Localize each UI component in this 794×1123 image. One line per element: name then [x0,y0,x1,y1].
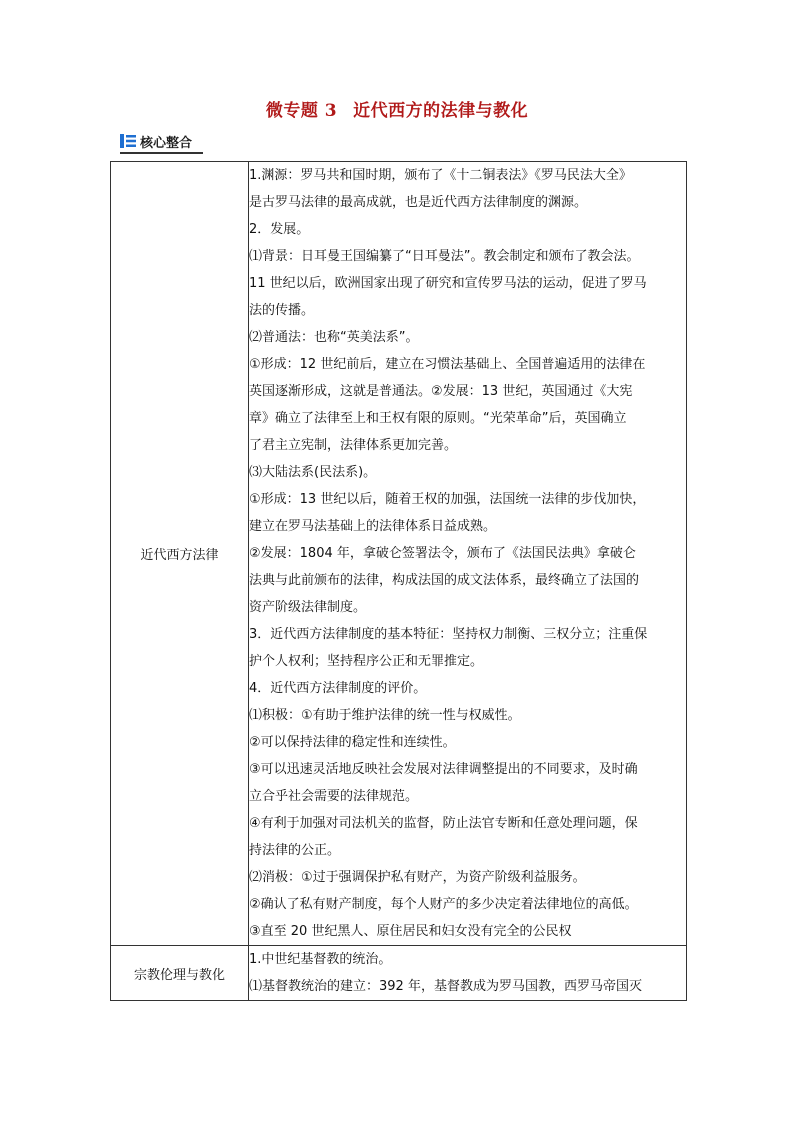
content-line: ②可以保持法律的稳定性和连续性。 [249,735,456,750]
content-line: 4．近代西方法律制度的评价。 [249,681,427,696]
section-header [120,130,203,154]
row-content [249,946,687,1001]
content-line: ②确认了私有财产制度，每个人财产的多少决定着法律地位的高低。 [249,897,638,912]
content-line: 是古罗马法律的最高成就，也是近代西方法律制度的渊源。 [249,195,588,210]
content-line: ③可以迅速灵活地反映社会发展对法律调整提出的不同要求，及时确 [249,762,638,777]
table-row [111,946,687,1001]
table-row [111,162,687,946]
content-line: ⑴积极：①有助于维护法律的统一性与权威性。 [249,708,521,723]
content-line: ②发展：1804 年，拿破仑签署法令，颁布了《法国民法典》拿破仑 [249,546,636,561]
content-table [110,161,687,1001]
content-line: ⑶大陆法系(民法系)。 [249,465,377,480]
content-line: 立合乎社会需要的法律规范。 [249,789,419,804]
row-heading: 宗教伦理与教化 [111,946,249,1001]
list-bars-icon [120,134,136,148]
content-line: 资产阶级法律制度。 [249,600,367,615]
content-line: 建立在罗马法基础上的法律体系日益成熟。 [249,519,497,534]
row-heading: 近代西方法律 [111,162,249,946]
page-title [0,96,794,121]
content-line: 3．近代西方法律制度的基本特征：坚持权力制衡、三权分立；注重保 [249,627,648,642]
content-line: ⑴背景：日耳曼王国编纂了“日耳曼法”。教会制定和颁布了教会法。 [249,249,640,264]
content-line: ⑴基督教统治的建立：392 年，基督教成为罗马国教，西罗马帝国灭 [249,979,642,994]
content-line: ①形成：12 世纪前后，建立在习惯法基础上、全国普遍适用的法律在 [249,357,646,372]
content-line: 护个人权利；坚持程序公正和无罪推定。 [249,654,484,669]
content-line: ③直至 20 世纪黑人、原住居民和妇女没有完全的公民权 [249,924,572,939]
content-line: 英国逐渐形成，这就是普通法。②发展：13 世纪，英国通过《大宪 [249,384,633,399]
content-line: 了君主立宪制，法律体系更加完善。 [249,438,458,453]
content-line: 1.渊源：罗马共和国时期，颁布了《十二铜表法》《罗马民法大全》 [249,168,632,183]
content-line: 法的传播。 [249,303,315,318]
content-line: 2．发展。 [249,222,310,237]
content-line: ⑵普通法：也称“英美法系”。 [249,330,419,345]
content-line: 章》确立了法律至上和王权有限的原则。“光荣革命”后，英国确立 [249,411,627,426]
content-line: 1.中世纪基督教的统治。 [249,952,392,967]
content-line: 法典与此前颁布的法律，构成法国的成文法体系，最终确立了法国的 [249,573,640,588]
content-line: 持法律的公正。 [249,843,341,858]
content-line: ⑵消极：①过于强调保护私有财产，为资产阶级利益服务。 [249,870,586,885]
title-text: 近代西方的法律与教化 [353,101,529,121]
content-line: ④有利于加强对司法机关的监督，防止法官专断和任意处理问题，保 [249,816,638,831]
row-content [249,162,687,946]
section-label: 核心整合 [140,135,193,151]
title-number: 微专题 3 [265,101,338,121]
content-line: ①形成：13 世纪以后，随着王权的加强，法国统一法律的步伐加快， [249,492,646,507]
content-line: 11 世纪以后，欧洲国家出现了研究和宣传罗马法的运动，促进了罗马 [249,276,647,291]
